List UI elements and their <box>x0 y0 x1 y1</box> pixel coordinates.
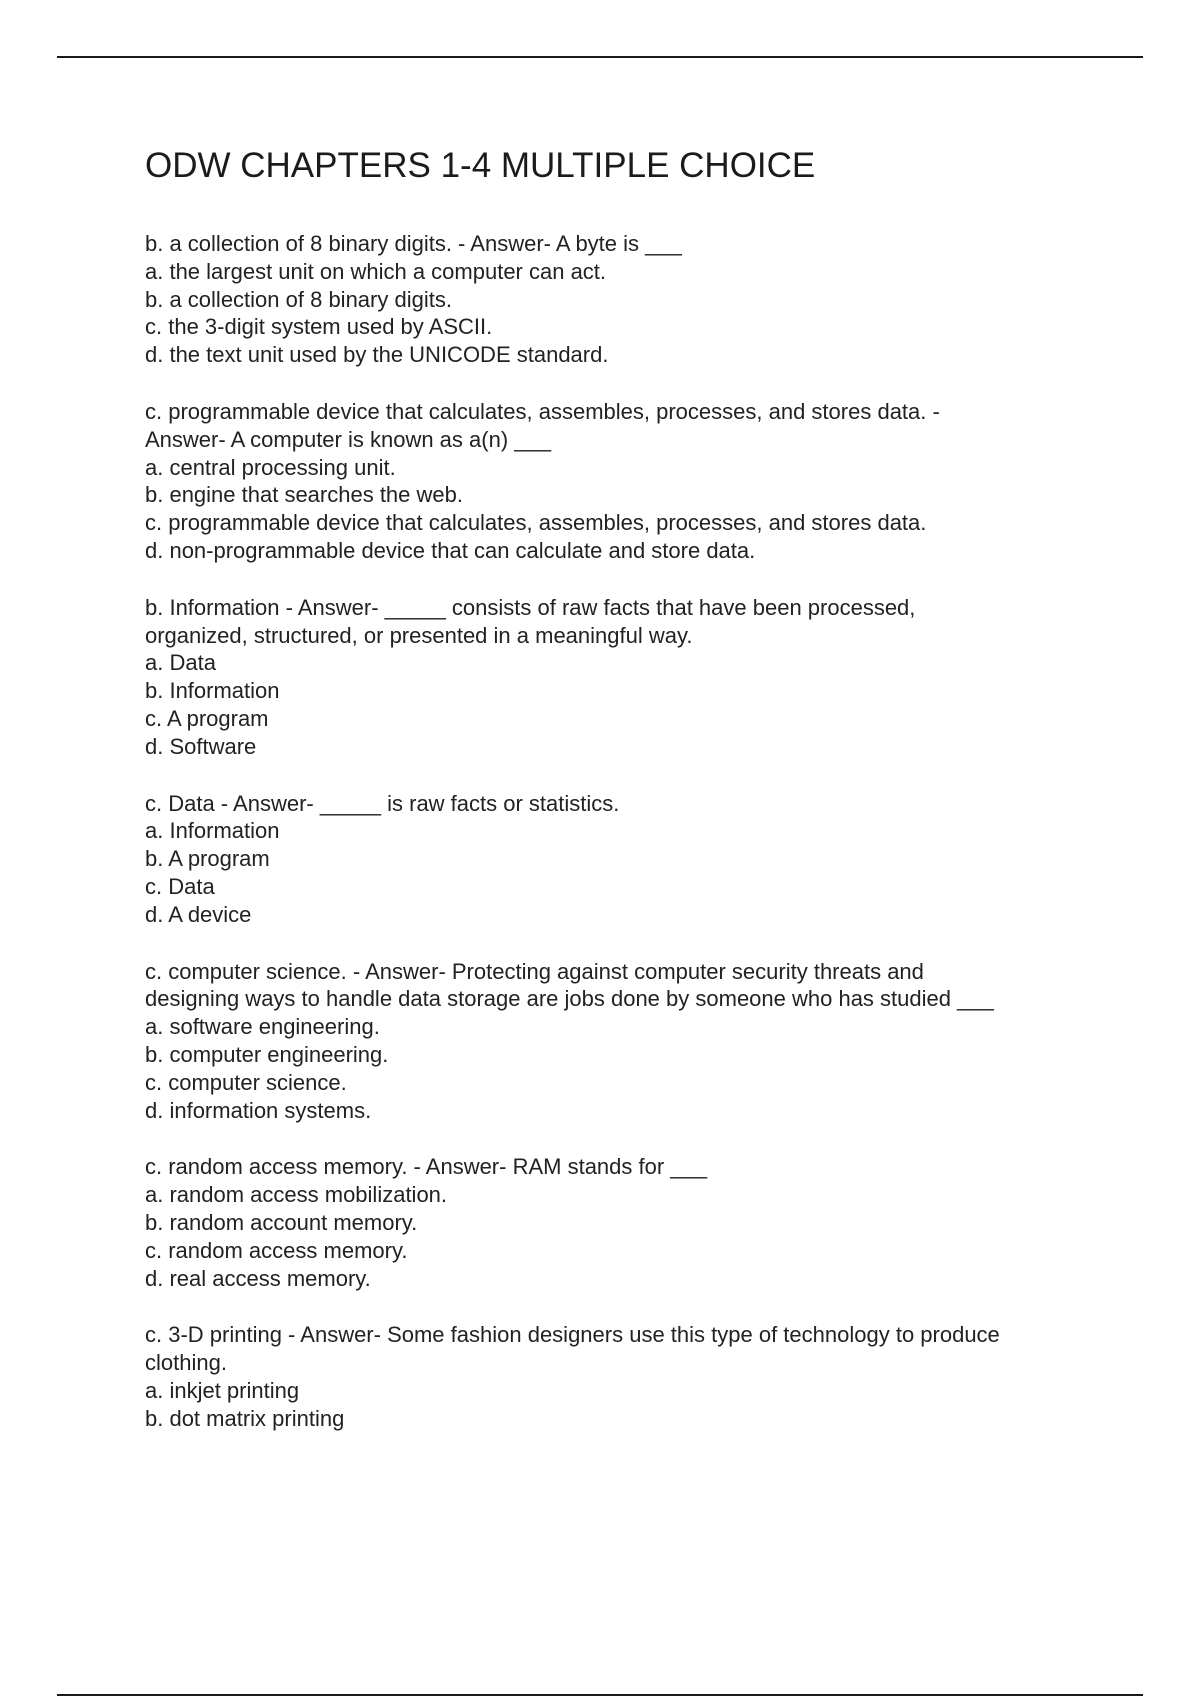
answer-option: d. A device <box>145 901 252 927</box>
document-title: ODW CHAPTERS 1-4 MULTIPLE CHOICE <box>145 146 816 185</box>
document-body <box>145 140 1105 1461</box>
bottom-rule <box>57 1694 1143 1696</box>
question-prompt: b. Information - Answer- _____ consists of raw facts that have been processed, <box>145 594 916 620</box>
answer-option: d. real access memory. <box>145 1265 371 1291</box>
answer-option: b. dot matrix printing <box>145 1405 345 1431</box>
answer-option: d. non-programmable device that can calculate and store data. <box>145 537 756 563</box>
question-block <box>145 230 1105 369</box>
answer-option: b. A program <box>145 846 270 872</box>
answer-option: d. the text unit used by the UNICODE standard. <box>145 342 609 368</box>
question-prompt: clothing. <box>145 1350 227 1376</box>
question-prompt: designing ways to handle data storage are jobs done by someone who has studied ___ <box>145 986 994 1012</box>
question-prompt: c. random access memory. - Answer- RAM stands for ___ <box>145 1154 707 1180</box>
answer-option: b. random account memory. <box>145 1209 418 1235</box>
answer-option: c. the 3-digit system used by ASCII. <box>145 314 493 340</box>
question-block <box>145 958 1105 1125</box>
answer-option: c. A program <box>145 705 269 731</box>
answer-option: c. random access memory. <box>145 1237 408 1263</box>
question-prompt: c. programmable device that calculates, assembles, processes, and stores data. - <box>145 398 940 424</box>
question-prompt: b. a collection of 8 binary digits. - Answer- A byte is ___ <box>145 231 682 256</box>
question-block <box>145 1321 1105 1432</box>
answer-option: a. central processing unit. <box>145 454 396 480</box>
answer-option: a. random access mobilization. <box>145 1182 448 1208</box>
question-prompt: organized, structured, or presented in a meaningful way. <box>145 622 693 648</box>
answer-option: b. engine that searches the web. <box>145 482 463 508</box>
question-prompt: c. Data - Answer- _____ is raw facts or statistics. <box>145 790 620 816</box>
answer-option: a. software engineering. <box>145 1014 380 1040</box>
answer-option: b. Information <box>145 678 280 704</box>
top-rule <box>57 56 1143 58</box>
answer-option: c. Data <box>145 873 215 899</box>
answer-option: d. Software <box>145 733 257 759</box>
answer-option: c. computer science. <box>145 1069 347 1095</box>
question-block <box>145 790 1105 929</box>
answer-option: a. the largest unit on which a computer can act. <box>145 258 607 284</box>
answer-option: d. information systems. <box>145 1097 372 1123</box>
question-block <box>145 1153 1105 1292</box>
question-block <box>145 398 1105 565</box>
answer-option: a. Information <box>145 818 280 844</box>
answer-option: b. computer engineering. <box>145 1041 389 1067</box>
question-prompt: Answer- A computer is known as a(n) ___ <box>145 426 551 452</box>
question-prompt: c. 3-D printing - Answer- Some fashion designers use this type of technology to produce <box>145 1322 1000 1348</box>
answer-option: a. inkjet printing <box>145 1377 300 1403</box>
answer-option: c. programmable device that calculates, assembles, processes, and stores data. <box>145 510 927 536</box>
answer-option: a. Data <box>145 650 216 676</box>
question-block <box>145 594 1105 761</box>
question-prompt: c. computer science. - Answer- Protecting against computer security threats and <box>145 958 924 984</box>
answer-option: b. a collection of 8 binary digits. <box>145 286 452 312</box>
